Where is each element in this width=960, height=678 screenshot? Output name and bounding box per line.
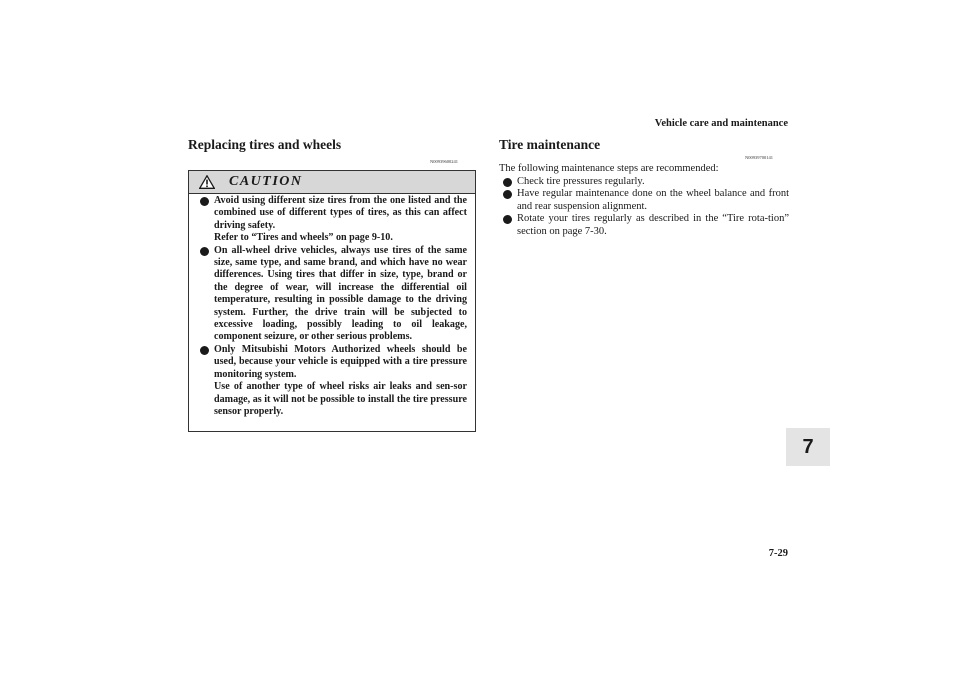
- step-text: Rotate your tires regularly as described in the “Tire rota-tion” section on page 7-30.: [517, 213, 789, 237]
- maintenance-steps: [499, 176, 789, 239]
- warning-triangle-icon: [199, 175, 215, 189]
- bullet-icon: [200, 197, 209, 206]
- bullet-icon: [200, 247, 209, 256]
- tire-maintenance-body: [499, 163, 789, 239]
- running-header: Vehicle care and maintenance: [654, 118, 788, 129]
- caution-text: Avoid using different size tires from the one listed and the combined use of different types of tires, as this can affect driving safety.: [214, 195, 467, 231]
- reference-code: N00939600241: [430, 159, 458, 164]
- reference-code: N00939700141: [745, 155, 773, 160]
- caution-list: [189, 194, 475, 418]
- step-text: Have regular maintenance done on the wheel balance and front and rear suspension alignment.: [517, 188, 789, 212]
- section-heading-tire-maintenance: Tire maintenance: [499, 137, 601, 152]
- maintenance-step: [503, 188, 789, 213]
- caution-text: Use of another type of wheel risks air leaks and sen-sor damage, as it will not be possible to install the tire pressure sensor properly.: [214, 381, 467, 417]
- bullet-icon: [503, 178, 512, 187]
- section-heading-replacing-tires: Replacing tires and wheels: [188, 137, 342, 152]
- bullet-icon: [503, 190, 512, 199]
- caution-label: CAUTION: [229, 174, 303, 189]
- caution-item: [200, 344, 467, 418]
- intro-text: The following maintenance steps are recommended:: [499, 163, 719, 174]
- page-number: 7-29: [768, 548, 788, 559]
- caution-header: [189, 171, 475, 194]
- bullet-icon: [200, 346, 209, 355]
- caution-item: [200, 195, 467, 245]
- caution-text: Only Mitsubishi Motors Authorized wheels should be used, because your vehicle is equipped with a tire pressure monitoring system.: [214, 343, 467, 380]
- chapter-tab: 7: [786, 428, 830, 466]
- maintenance-step: [503, 213, 789, 238]
- caution-item: [200, 245, 467, 344]
- maintenance-step: [503, 176, 789, 189]
- caution-reference: Refer to “Tires and wheels” on page 9-10.: [214, 232, 393, 244]
- caution-box: [188, 170, 476, 432]
- bullet-icon: [503, 215, 512, 224]
- caution-text: On all-wheel drive vehicles, always use tires of the same size, same type, and same brand, and which have no wear differences. Using tires that differ in size, type, brand or the degree of wear, will increase the differential oil temperature, resulting in possible damage to the driving system. Further, the drive train will be subjected to excessive loading, possibly leading to oil leakage, component seizure, or other serious problems.: [214, 244, 467, 343]
- step-text: Check tire pressures regularly.: [517, 175, 645, 187]
